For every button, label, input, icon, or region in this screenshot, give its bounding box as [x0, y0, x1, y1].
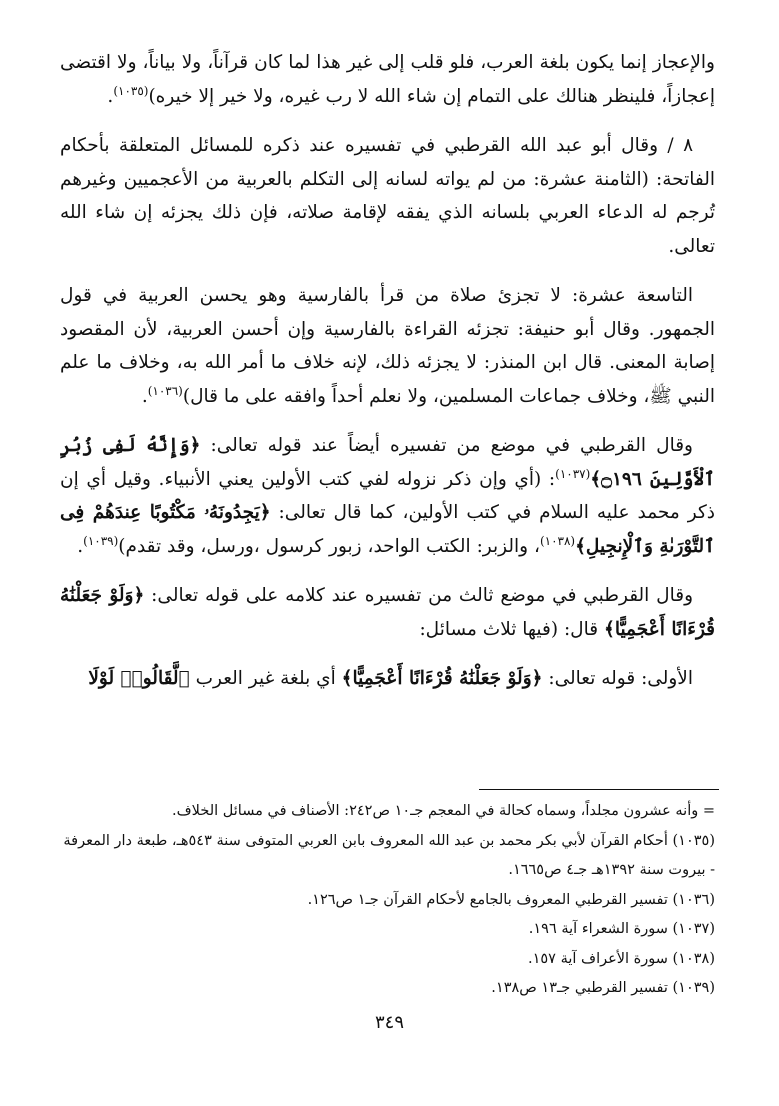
footnote-item: (١٠٣٩) تفسير القرطبي جـ١٣ ص١٣٨. [491, 980, 715, 996]
footnote-ref[interactable]: (١٠٣٨) [539, 533, 576, 548]
paragraph-text: وقال القرطبي في موضع من تفسيره أيضاً عند قوله تعالى: [210, 435, 693, 456]
quran-verse: ﴿لَّقَالُوا۟ لَوْلَا [88, 668, 190, 689]
footnote-ref[interactable]: (١٠٣٩) [83, 533, 119, 548]
paragraph-text: وقال القرطبي في موضع ثالث من تفسيره عند كلامه على قوله تعالى: [151, 585, 693, 606]
paragraph-5 [60, 579, 715, 646]
quran-verse: ﴿وَلَوْ جَعَلْنَٰهُ قُرْءَانًا أَعْجَمِيًّا﴾ [341, 668, 543, 689]
paragraph-text: قال: (فيها ثلاث مسائل: [419, 618, 599, 640]
footnote-ref[interactable]: (١٠٣٦) [147, 383, 183, 398]
paragraph-4: وقال القرطبي في موضع من تفسيره أيضاً عند قوله تعالى: ﴿وَإِنَّهُ لَفِى زُبُرِ ٱلْأَوَّلِينَ ۝١٩٦﴾$^{(١٠٣٧)}$: (أي وإن ذكر نزوله لفي كتب الأولين يعني الأنبياء. وقيل أي إن ذكر محمد عليه السلام في كتب الأولين، كما قال تعالى: ﴿يَجِدُونَهُۥ مَكْتُوبًا عِندَهُمْ فِى ٱلتَّوْرَىٰةِ وَٱلْإِنجِيلِ﴾$^{(١٠٣٨)}$، والزبر: الكتب الواحد، زبور كرسول ،ورسل، وقد تقدم)$^{(١٠٣٩)}$. [60, 435, 715, 557]
paragraph-1: والإعجاز إنما يكون بلغة العرب، فلو قلب إلى غير هذا لما كان قرآناً، ولا بياناً، ولا اقتضى إعجازاً، فلينظر هنالك على التمام إن شاء الله لا رب غيره، ولا خير إلا خيره)$^{(١٠٣٥)}$. [60, 52, 715, 107]
footnote-ref[interactable]: (١٠٣٧) [555, 466, 591, 481]
footnote-item: (١٠٣٨) سورة الأعراف آية ١٥٧. [528, 950, 715, 967]
paragraph-text: التاسعة عشرة: لا تجزئ صلاة من قرأ بالفارسية وهو يحسن العربية في قول الجمهور. وقال أبو حنيفة: تجزئه القراءة بالفارسية وإن أحسن العربية، لأن المقصود إصابة المعنى. قال ابن المنذر: لا يجزئه ذلك، لإنه خلاف ما أمر الله به، وخلاف ما علم النبي ﷺ، وخلاف جماعات المسلمين، ولا نعلم أحداً وافقه على ما قال) [60, 285, 715, 407]
paragraph-6 [60, 662, 715, 696]
paragraph-text: : (أي وإن ذكر نزوله لفي كتب الأولين يعني الأنبياء. وقيل أي إن ذكر محمد عليه السلام في كتب الأولين، كما قال تعالى: [60, 468, 715, 523]
page-number: ٣٤٩ [374, 1012, 404, 1033]
footnote-item: (١٠٣٥) أحكام القرآن لأبي بكر محمد بن عبد الله المعروف بابن العربي المتوفى سنة ٥٤٣هـ، طبعة دار المعرفة - بيروت سنة ١٣٩٢هـ جـ٤ ص١٦٦٥. [63, 832, 715, 878]
footnote-divider [479, 789, 719, 790]
paragraph-text: ٨ / وقال أبو عبد الله القرطبي في تفسيره عند ذكره للمسائل المتعلقة بأحكام الفاتحة: (الثامنة عشرة: من لم يواته لسانه إلى التكلم بالعربية من الأعجميين وغيرهم تُرجم له الدعاء العربي بلسانه الذي يفقه لإقامة صلاته، فإن ذلك يجزئه إن شاء الله تعالى. [60, 135, 715, 257]
footnote-item: (١٠٣٦) تفسير القرطبي المعروف بالجامع لأحكام القرآن جـ١ ص١٢٦. [307, 891, 715, 908]
paragraph-text: ، والزبر: الكتب الواحد، زبور كرسول ،ورسل، وقد تقدم) [118, 535, 540, 557]
quran-verse: ﴿يَجِدُونَهُۥ مَكْتُوبًا عِندَهُمْ فِى ٱلتَّوْرَىٰةِ وَٱلْإِنجِيلِ﴾ [60, 502, 715, 557]
footnotes-list [60, 797, 715, 1004]
paragraph-3: التاسعة عشرة: لا تجزئ صلاة من قرأ بالفارسية وهو يحسن العربية في قول الجمهور. وقال أبو حنيفة: تجزئه القراءة بالفارسية وإن أحسن العربية، لأن المقصود إصابة المعنى. قال ابن المنذر: لا يجزئه ذلك، لإنه خلاف ما أمر الله به، وخلاف ما علم النبي ﷺ، وخلاف جماعات المسلمين، ولا نعلم أحداً وافقه على ما قال)$^{(١٠٣٦)}$. [60, 285, 715, 407]
quran-verse: ﴿وَإِنَّهُ لَفِى زُبُرِ ٱلْأَوَّلِينَ ۝١٩٦﴾ [60, 435, 715, 490]
main-text [60, 46, 715, 712]
paragraph-2 [60, 129, 715, 263]
footnote-ref[interactable]: (١٠٣٥) [113, 83, 149, 98]
paragraph-text: الأولى: قوله تعالى: [548, 668, 693, 689]
quran-verse: ﴿وَلَوْ جَعَلْنَٰهُ قُرْءَانًا أَعْجَمِيًّا﴾ [60, 585, 715, 640]
paragraph-text: والإعجاز إنما يكون بلغة العرب، فلو قلب إلى غير هذا لما كان قرآناً، ولا بياناً، ولا اقتضى إعجازاً، فلينظر هنالك على التمام إن شاء الله لا رب غيره، ولا خير إلا خيره) [60, 52, 715, 107]
footnote-item: = وأنه عشرون مجلداً، وسماه كحالة في المعجم جـ١٠ ص٢٤٢: الأصناف في مسائل الخلاف. [172, 803, 715, 819]
paragraph-text: أي بلغة غير العرب [195, 668, 336, 689]
footnote-item: (١٠٣٧) سورة الشعراء آية ١٩٦. [528, 921, 715, 937]
